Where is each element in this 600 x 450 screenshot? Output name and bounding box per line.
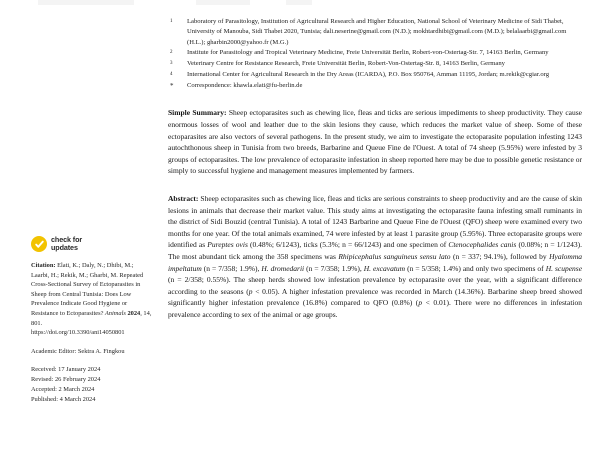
affiliation-text: Veterinary Centre for Resistance Research, Freie Universität Berlin, Robert-Von-Ostertag-Str. 8, 14163 Berlin, Germany <box>187 60 505 68</box>
affiliation-correspondence <box>168 81 582 91</box>
article-sidebar <box>31 236 153 414</box>
affiliation-marker: * <box>170 82 174 91</box>
abstract-part-4: (n = 337; 94.1%), followed by <box>450 251 550 261</box>
abstract-section <box>168 193 582 321</box>
citation-tail: , 14, 801. <box>31 309 152 327</box>
affiliation-marker: 1 <box>170 19 173 24</box>
abstract-part-5: (n = 7/358; 1.9%), <box>201 263 262 273</box>
affiliation-text: Laboratory of Parasitology, Institution of Agricultural Research and Higher Education, National School of Veterinary Medicine of Sidi Thabet, University of Manouba, Sidi Thabet 2020, Tunisia; dali.neserine@gmail.com (N.D.); mokhtardhibi@gmail.com (M.D.); belalaarbi@gmail.com (H.L.); gharbin2000@yahoo.fr (M.G.) <box>187 18 567 46</box>
abstract-part-6: (n = 7/358; 1.9%), <box>304 263 364 273</box>
species-name: Hyalomma impeltatum <box>168 251 583 273</box>
abstract-part-7: (n = 5/358; 1.4%) and only two specimens of <box>405 263 546 273</box>
abstract-part-10: < 0.01). There were no differences in infestation prevalence according to sex of the animal or age groups. <box>168 298 582 319</box>
abstract-heading: Abstract: <box>168 194 199 204</box>
species-name: Ctenocephalides canis <box>448 240 517 250</box>
species-name: H. excavatum <box>363 263 406 273</box>
date-revised: Revised: 26 February 2024 <box>31 376 101 384</box>
simple-summary-heading: Simple Summary: <box>168 108 227 118</box>
citation-year: 2024 <box>125 309 141 317</box>
abstract-part-2: (0.48%; 6/1243), ticks (5.3%; n = 66/1243) and one specimen of <box>247 240 449 250</box>
check-for-updates-label <box>51 236 82 251</box>
checkmark-circle-icon <box>31 236 47 252</box>
affiliations-list <box>168 17 582 91</box>
citation-label: Citation: <box>31 262 56 269</box>
p-value-symbol: p <box>248 286 253 296</box>
abstract-part-1: Sheep ectoparasites such as chewing lice, fleas and ticks are serious constraints to sheep productivity and are the cause of skin lesions in animals that decrease their market value. This study aims at investigating the ectoparasite fauna infesting small ruminants in the district of Sidi Bouzid (central Tunisia). A total of 1243 Barbarine and Queue Fine de l'Ouest (QFO) sheep were examined every two months for one year. Of the total animals examined, 74 were infested by at least 1 parasite group (5.95%). Three ectoparasite groups were identified as <box>168 194 582 250</box>
simple-summary-body: Sheep ectoparasites such as chewing lice, fleas and ticks are serious impediments to sheep productivity. They cause enormous losses of wool and leather due to the skin lesions they cause, which reduces the market value of sheep. Some of these ectoparasites are also vectors of several pathogens. In the present study, we aim to investigate the ectoparasite population infesting 1243 autochthonous sheep in Tunisia from two breeds, Barbarine and Queue Fine de l'Ouest. A total of 74 sheep (5.95%) were infested by 3 groups of ectoparasites. The low prevalence of ectoparasite infestation in sheep reported here may be due to possible genetic resistance or simply to successful hygiene and management measures implemented by farmers. <box>168 108 583 176</box>
species-name: H. scupense <box>545 263 583 273</box>
species-name: Rhipicephalus sanguineus sensu lato <box>338 251 451 261</box>
affiliation-text: International Center for Agricultural Research in the Dry Areas (ICARDA), P.O. Box 950764, Amman 11195, Jordan; m.rekik@cgiar.org <box>187 71 549 79</box>
article-main-column <box>168 0 582 321</box>
species-name: H. dromedarii <box>261 263 305 273</box>
academic-editor-name: Sektra A. Fingkou <box>76 347 125 355</box>
citation-text <box>31 261 153 328</box>
affiliation-item <box>168 17 582 48</box>
affiliation-text: Institute for Parasitology and Tropical Veterinary Medicine, Freie Universität Berlin, Robert-von-Ostertag-Str. 7, 14163 Berlin, Germany <box>187 49 549 57</box>
academic-editor-label: Academic Editor: <box>31 347 77 355</box>
citation-doi[interactable]: https://doi.org/10.3390/ani14050801 <box>31 329 125 337</box>
date-accepted: Accepted: 2 March 2024 <box>31 386 95 394</box>
academic-editor-block <box>31 347 153 357</box>
badge-line-1: check for <box>51 235 83 245</box>
affiliation-marker: 2 <box>170 50 173 56</box>
affiliation-item <box>168 59 582 69</box>
badge-line-2: updates <box>51 243 78 252</box>
affiliation-marker: 4 <box>170 72 173 78</box>
simple-summary-section <box>168 107 582 177</box>
affiliation-text[interactable]: Correspondence: khawla.elati@fu-berlin.de <box>187 82 303 90</box>
abstract-part-8: (n = 2/358; 0.55%). The sheep herds showed low infestation prevalence by ectoparasite over the year, with a significant difference according to the seasons ( <box>168 275 582 296</box>
affiliation-marker: 3 <box>170 61 173 67</box>
affiliation-item <box>168 48 582 58</box>
date-received: Received: 17 January 2024 <box>31 366 101 374</box>
academic-editor-text <box>31 347 153 357</box>
citation-authors-title: Elati, K.; Daly, N.; Dhibi, M.; Laarbi, H.; Rekik, M.; Gharbi, M. Repeated Cross-Sectional Survey of Ectoparasites in Sheep from Central Tunisia: Does Low Prevalence Indicate Good Hygiene or Resistance to Ectoparasites? <box>31 262 144 317</box>
abstract-part-9: < 0.05). A higher infestation prevalence was recorded in March (14.36%). Barbarine sheep breed showed significantly higher infestation prevalence (16.8%) compared to QFO (0.8%) ( <box>168 286 582 308</box>
date-published: Published: 4 March 2024 <box>31 396 96 404</box>
affiliation-item <box>168 70 582 80</box>
check-for-updates-badge[interactable] <box>31 236 153 252</box>
p-value-symbol: p <box>418 298 423 308</box>
citation-journal: Animals <box>103 309 126 317</box>
abstract-part-3: (0.08%; n = 1/1243). The most abundant tick among the 358 specimens was <box>168 240 582 261</box>
citation-block <box>31 261 153 338</box>
publication-dates-block <box>31 365 153 405</box>
species-name: Pureptes ovis <box>207 240 248 250</box>
